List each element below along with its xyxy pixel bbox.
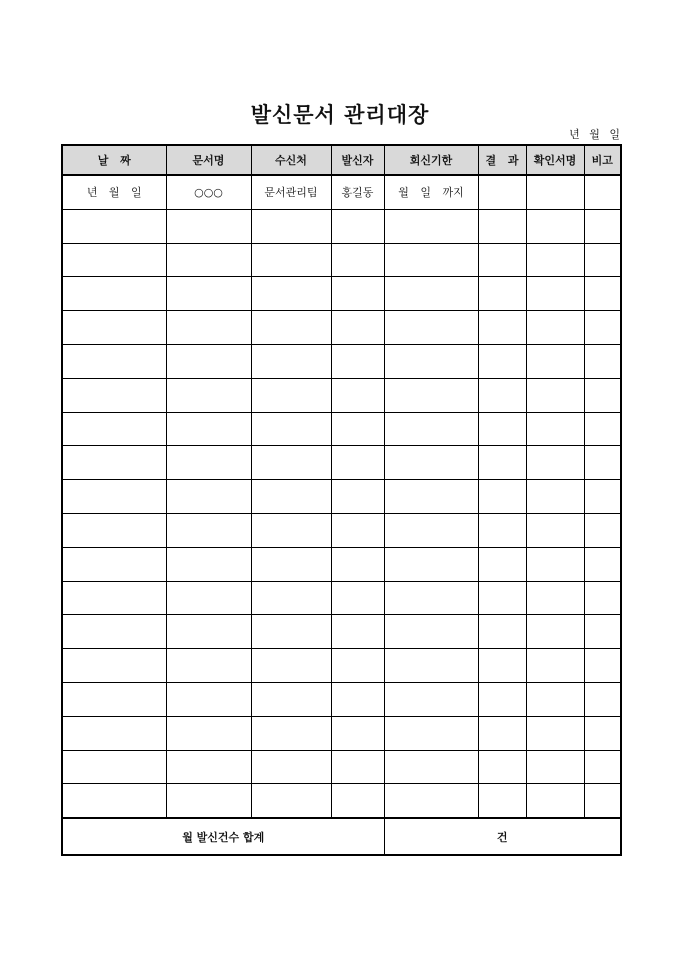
table-cell[interactable]	[526, 615, 584, 649]
table-cell[interactable]	[478, 344, 526, 378]
table-row	[62, 615, 621, 649]
table-cell[interactable]	[478, 784, 526, 818]
table-cell[interactable]	[251, 649, 331, 683]
table-cell[interactable]: 년 월 일	[62, 175, 166, 209]
col-header-reply-deadline: 회신기한	[384, 145, 478, 175]
table-cell[interactable]	[166, 412, 251, 446]
table-cell[interactable]	[166, 615, 251, 649]
table-row	[62, 649, 621, 683]
table-cell[interactable]	[62, 615, 166, 649]
table-cell[interactable]	[166, 480, 251, 514]
table-cell[interactable]	[584, 209, 621, 243]
table-row	[62, 277, 621, 311]
table-cell[interactable]	[62, 446, 166, 480]
table-cell[interactable]	[478, 615, 526, 649]
table-cell[interactable]	[384, 784, 478, 818]
table-cell[interactable]	[62, 581, 166, 615]
monthly-total-label: 월 발신건수 합계	[62, 818, 384, 855]
table-cell[interactable]	[384, 209, 478, 243]
table-cell[interactable]	[166, 581, 251, 615]
table-cell[interactable]	[384, 615, 478, 649]
table-row	[62, 243, 621, 277]
table-row	[62, 513, 621, 547]
col-header-sender: 발신자	[331, 145, 384, 175]
table-cell[interactable]: ○○○	[166, 175, 251, 209]
table-cell[interactable]	[478, 209, 526, 243]
col-header-confirm-sign: 확인서명	[526, 145, 584, 175]
table-cell[interactable]	[62, 716, 166, 750]
table-cell[interactable]	[526, 277, 584, 311]
table-cell[interactable]	[62, 750, 166, 784]
table-cell[interactable]	[251, 581, 331, 615]
table-row	[62, 750, 621, 784]
monthly-total-value[interactable]: 건	[384, 818, 621, 855]
table-cell[interactable]	[526, 480, 584, 514]
table-cell[interactable]	[526, 682, 584, 716]
table-row	[62, 378, 621, 412]
table-cell[interactable]	[526, 446, 584, 480]
table-cell[interactable]	[251, 344, 331, 378]
table-cell[interactable]: 문서관리팀	[251, 175, 331, 209]
table-cell[interactable]	[331, 311, 384, 345]
table-cell[interactable]	[331, 716, 384, 750]
table-cell[interactable]	[478, 513, 526, 547]
col-header-remarks: 비고	[584, 145, 621, 175]
table-cell[interactable]	[584, 378, 621, 412]
table-cell[interactable]	[166, 243, 251, 277]
table-cell[interactable]	[526, 649, 584, 683]
table-cell[interactable]	[62, 277, 166, 311]
table-cell[interactable]	[526, 513, 584, 547]
table-row	[62, 344, 621, 378]
table-cell[interactable]	[62, 649, 166, 683]
table-row	[62, 209, 621, 243]
table-cell[interactable]	[331, 412, 384, 446]
table-cell[interactable]	[526, 581, 584, 615]
table-cell[interactable]	[331, 513, 384, 547]
table-cell[interactable]	[62, 378, 166, 412]
table-cell[interactable]	[331, 344, 384, 378]
table-cell[interactable]	[478, 446, 526, 480]
table-cell[interactable]	[166, 649, 251, 683]
table-cell[interactable]	[478, 649, 526, 683]
table-cell[interactable]: 홍길동	[331, 175, 384, 209]
table-cell[interactable]	[384, 378, 478, 412]
table-row	[62, 547, 621, 581]
table-cell[interactable]	[251, 784, 331, 818]
table-cell[interactable]	[478, 277, 526, 311]
table-cell[interactable]	[62, 480, 166, 514]
col-header-date: 날 짜	[62, 145, 166, 175]
table-cell[interactable]	[62, 547, 166, 581]
table-cell[interactable]	[251, 513, 331, 547]
table-cell[interactable]	[331, 649, 384, 683]
table-cell[interactable]	[584, 175, 621, 209]
table-cell[interactable]	[584, 581, 621, 615]
table-cell[interactable]	[384, 750, 478, 784]
table-cell[interactable]	[62, 784, 166, 818]
table-cell[interactable]	[384, 480, 478, 514]
table-cell[interactable]	[384, 311, 478, 345]
table-row	[62, 412, 621, 446]
table-cell[interactable]	[331, 446, 384, 480]
table-cell[interactable]	[478, 480, 526, 514]
table-cell[interactable]	[251, 311, 331, 345]
ledger-table	[61, 144, 622, 856]
table-cell[interactable]	[384, 446, 478, 480]
table-cell[interactable]	[526, 243, 584, 277]
table-cell[interactable]	[166, 513, 251, 547]
table-row	[62, 311, 621, 345]
table-cell[interactable]	[584, 716, 621, 750]
table-cell[interactable]	[526, 784, 584, 818]
table-cell[interactable]	[62, 682, 166, 716]
table-cell[interactable]	[251, 615, 331, 649]
table-cell[interactable]	[384, 547, 478, 581]
table-cell[interactable]	[62, 344, 166, 378]
table-cell[interactable]	[526, 344, 584, 378]
table-cell[interactable]	[526, 716, 584, 750]
table-cell[interactable]	[584, 311, 621, 345]
table-cell[interactable]	[478, 311, 526, 345]
table-cell[interactable]	[331, 243, 384, 277]
table-cell[interactable]	[166, 209, 251, 243]
table-cell[interactable]	[62, 209, 166, 243]
table-cell[interactable]	[251, 378, 331, 412]
table-cell[interactable]	[166, 784, 251, 818]
table-row	[62, 480, 621, 514]
table-cell[interactable]	[526, 175, 584, 209]
header-row	[62, 145, 621, 175]
date-line: 년 월 일	[569, 128, 620, 141]
table-row	[62, 716, 621, 750]
table-cell[interactable]	[584, 243, 621, 277]
table-cell[interactable]	[526, 311, 584, 345]
table-cell[interactable]	[384, 344, 478, 378]
table-cell[interactable]	[584, 412, 621, 446]
table-row	[62, 784, 621, 818]
col-header-doc-name: 문서명	[166, 145, 251, 175]
table-cell[interactable]	[166, 682, 251, 716]
table-cell[interactable]	[331, 209, 384, 243]
table-cell[interactable]	[331, 682, 384, 716]
table-cell[interactable]	[166, 378, 251, 412]
table-cell[interactable]	[166, 716, 251, 750]
table-cell[interactable]	[331, 480, 384, 514]
table-cell[interactable]	[251, 750, 331, 784]
table-cell[interactable]	[166, 344, 251, 378]
page-title: 발신문서 관리대장	[250, 103, 430, 127]
table-cell[interactable]	[478, 243, 526, 277]
table-cell[interactable]	[384, 513, 478, 547]
table-cell[interactable]	[251, 480, 331, 514]
table-cell[interactable]	[62, 311, 166, 345]
table-cell[interactable]	[478, 750, 526, 784]
table-cell[interactable]	[251, 446, 331, 480]
table-cell[interactable]: 월 일 까지	[384, 175, 478, 209]
table-cell[interactable]	[584, 480, 621, 514]
table-cell[interactable]	[166, 277, 251, 311]
col-header-recipient: 수신처	[251, 145, 331, 175]
table-cell[interactable]	[62, 513, 166, 547]
table-cell[interactable]	[478, 175, 526, 209]
table-cell[interactable]	[526, 547, 584, 581]
table-cell[interactable]	[526, 412, 584, 446]
table-cell[interactable]	[251, 716, 331, 750]
table-cell[interactable]	[331, 784, 384, 818]
table-cell[interactable]	[166, 446, 251, 480]
table-cell[interactable]	[331, 547, 384, 581]
table-cell[interactable]	[251, 277, 331, 311]
table-cell[interactable]	[251, 547, 331, 581]
table-cell[interactable]	[62, 243, 166, 277]
table-row	[62, 581, 621, 615]
table-row	[62, 175, 621, 209]
table-cell[interactable]	[584, 750, 621, 784]
table-cell[interactable]	[384, 277, 478, 311]
table-cell[interactable]	[331, 277, 384, 311]
table-cell[interactable]	[584, 513, 621, 547]
table-cell[interactable]	[584, 784, 621, 818]
table-cell[interactable]	[478, 412, 526, 446]
table-cell[interactable]	[478, 682, 526, 716]
table-cell[interactable]	[331, 750, 384, 784]
table-cell[interactable]	[478, 378, 526, 412]
table-cell[interactable]	[384, 243, 478, 277]
table-cell[interactable]	[584, 277, 621, 311]
table-cell[interactable]	[251, 209, 331, 243]
table-row	[62, 682, 621, 716]
table-cell[interactable]	[584, 649, 621, 683]
table-cell[interactable]	[478, 581, 526, 615]
table-cell[interactable]	[331, 378, 384, 412]
table-cell[interactable]	[384, 649, 478, 683]
table-cell[interactable]	[526, 209, 584, 243]
table-row	[62, 446, 621, 480]
table-cell[interactable]	[384, 716, 478, 750]
table-cell[interactable]	[526, 750, 584, 784]
table-cell[interactable]	[251, 682, 331, 716]
table-cell[interactable]	[331, 615, 384, 649]
table-cell[interactable]	[584, 682, 621, 716]
table-cell[interactable]	[62, 412, 166, 446]
table-cell[interactable]	[384, 412, 478, 446]
table-cell[interactable]	[251, 412, 331, 446]
table-cell[interactable]	[166, 750, 251, 784]
table-cell[interactable]	[478, 547, 526, 581]
table-cell[interactable]	[584, 547, 621, 581]
col-header-result: 결 과	[478, 145, 526, 175]
footer-row	[62, 818, 621, 855]
table-cell[interactable]	[584, 344, 621, 378]
table-cell[interactable]	[384, 682, 478, 716]
table-cell[interactable]	[384, 581, 478, 615]
table-cell[interactable]	[584, 446, 621, 480]
table-cell[interactable]	[331, 581, 384, 615]
table-cell[interactable]	[166, 311, 251, 345]
table-cell[interactable]	[526, 378, 584, 412]
table-cell[interactable]	[166, 547, 251, 581]
table-cell[interactable]	[478, 716, 526, 750]
table-cell[interactable]	[251, 243, 331, 277]
table-cell[interactable]	[584, 615, 621, 649]
